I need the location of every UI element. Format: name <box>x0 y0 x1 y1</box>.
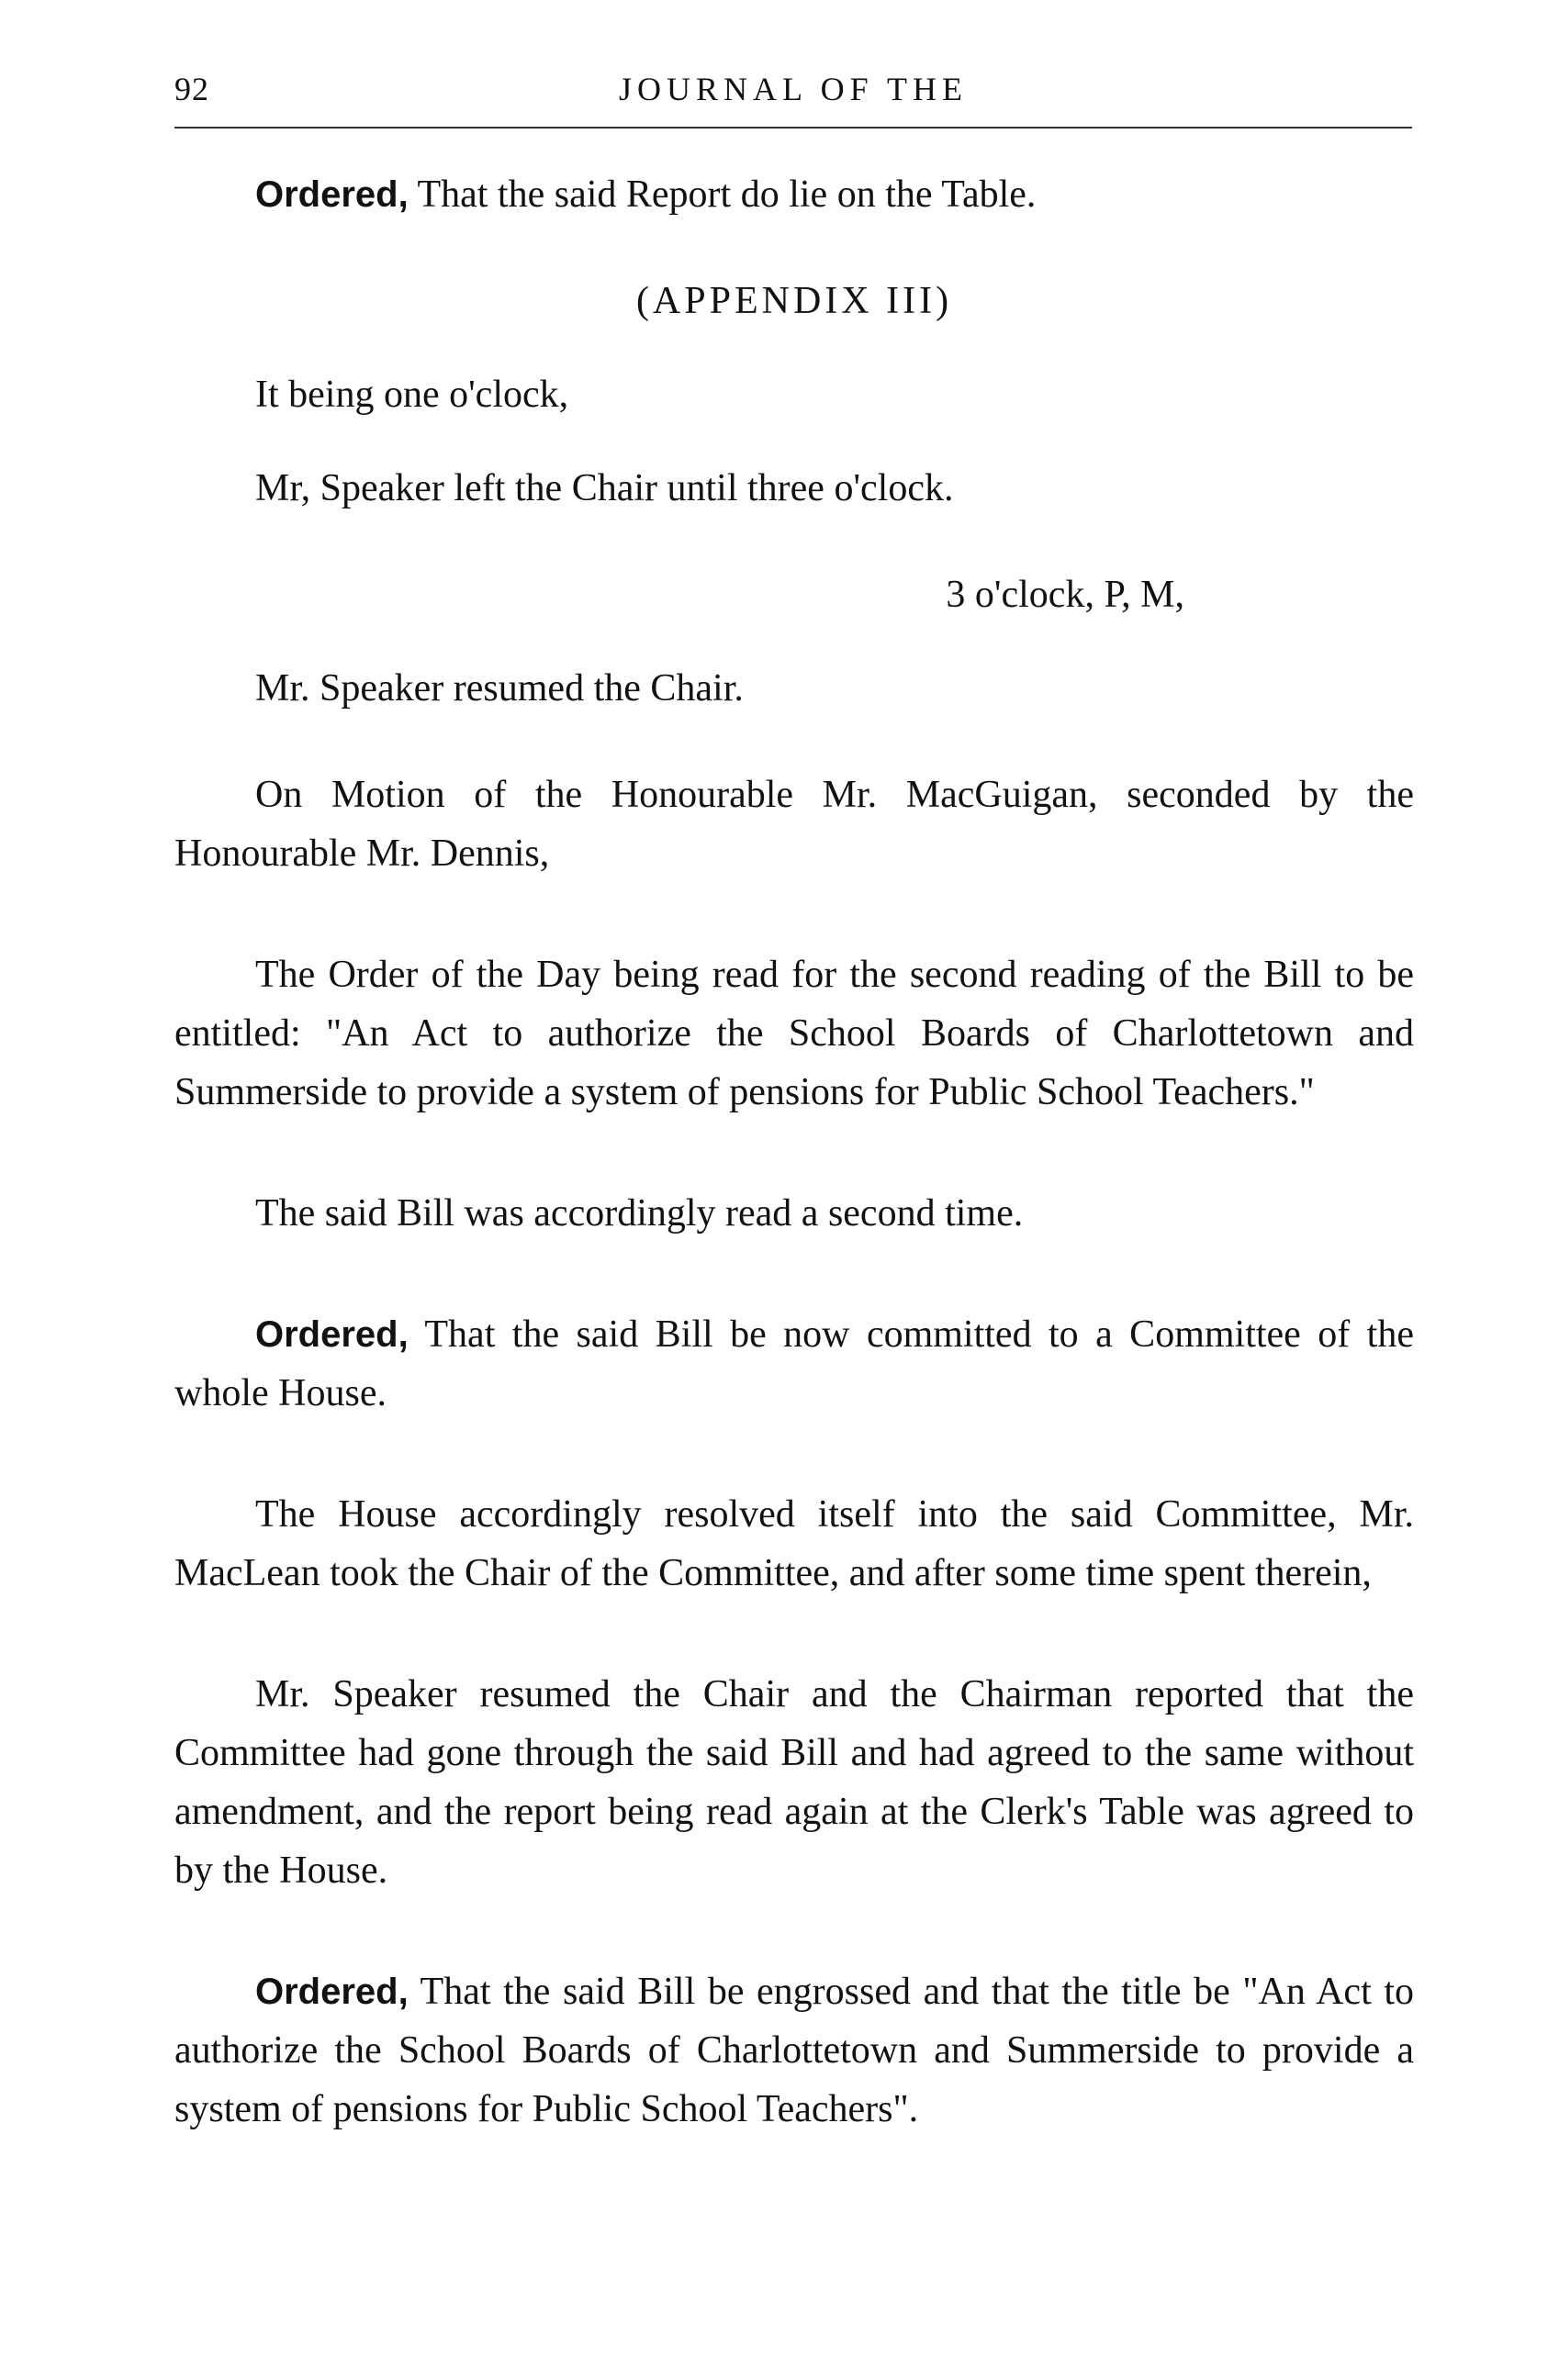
ordered-label: Ordered, <box>255 1972 409 2012</box>
paragraph-committee: The House accordingly resolved itself into the said Committee, Mr. MacLean took the Chair of the Committee, and after some time spent therein, <box>174 1493 1414 1594</box>
page-number: 92 <box>174 71 209 107</box>
time-heading: 3 o'clock, P, M, <box>946 574 1184 616</box>
paragraph-speaker-left: Mr, Speaker left the Chair until three o'clock. <box>255 467 954 509</box>
order-report-lie-on-table <box>174 165 1414 224</box>
paragraph-motion: On Motion of the Honourable Mr. MacGuigan, seconded by the Honourable Mr. Dennis, <box>174 774 1414 875</box>
order-engrossed <box>174 1962 1414 2139</box>
page-header <box>174 64 1412 119</box>
header-rule <box>174 127 1412 128</box>
paragraph-one-oclock: It being one o'clock, <box>255 374 569 416</box>
paragraph-second-reading: The said Bill was accordingly read a second time. <box>255 1192 1024 1235</box>
order-committed <box>174 1305 1414 1423</box>
ordered-label: Ordered, <box>255 1314 409 1355</box>
appendix-reference: (APPENDIX III) <box>635 280 953 322</box>
journal-body <box>174 165 1414 2139</box>
paragraph-text: That the said Bill be now committed to a Committee of the whole House. <box>174 1313 1414 1414</box>
running-head: JOURNAL OF THE <box>618 71 968 107</box>
paragraph-speaker-resumed: Mr. Speaker resumed the Chair. <box>255 667 744 710</box>
paragraph-text: That the said Bill be engrossed and that the title be "An Act to authorize the School Boards of Charlottetown and Summerside to provide a system of pensions for Public School Teachers". <box>174 1971 1414 2130</box>
paragraph-text: That the said Report do lie on the Table. <box>417 173 1037 216</box>
ordered-label: Ordered, <box>255 174 409 215</box>
paragraph-order-of-day: The Order of the Day being read for the second reading of the Bill to be entitled: "An Act to authorize the School Boards of Charlottetown and Summerside to provide a system of pensions for Public School Teachers." <box>174 954 1414 1113</box>
paragraph-chairman-report: Mr. Speaker resumed the Chair and the Chairman reported that the Committee had gone through the said Bill and had agreed to the same without amendment, and the report being read again at the Clerk's Table was agreed to by the House. <box>174 1673 1414 1892</box>
